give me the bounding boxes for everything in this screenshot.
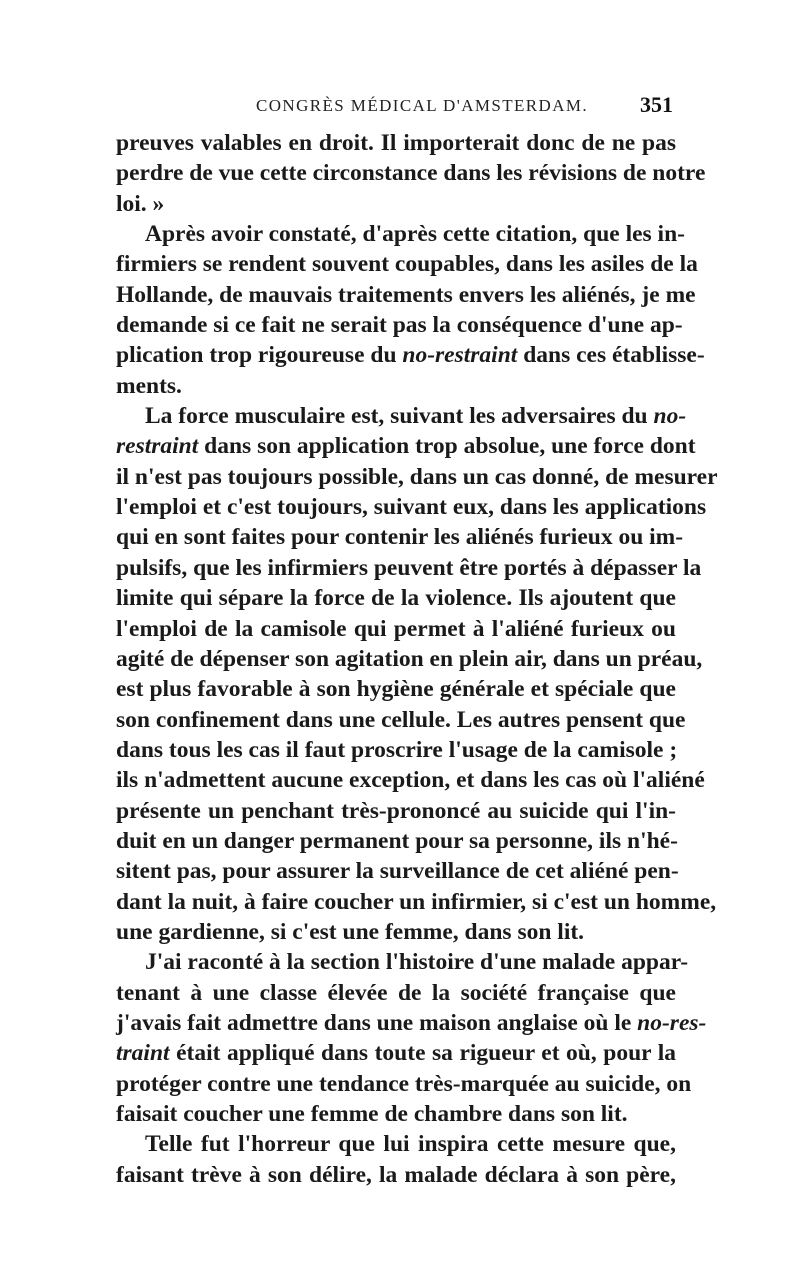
italic-text: no- [653, 403, 687, 430]
text-line [116, 583, 676, 613]
text-line [116, 492, 707, 522]
text-run: j'avais fait admettre dans une maison anglaise où le [116, 1009, 638, 1036]
text-run: faisait coucher une femme de chambre dans son lit. [116, 1101, 628, 1127]
text-line [116, 189, 676, 219]
text-run: La force musculaire est, suivant les adversaires du [145, 403, 654, 430]
text-line [116, 1008, 707, 1038]
text-run: faisant trève à son délire, la malade déclara à son père, [116, 1161, 676, 1188]
text-line [116, 796, 676, 826]
text-run: agité de dépenser son agitation en plein air, dans un préau, [116, 645, 703, 672]
text-run: est plus favorable à son hygiène générale et spéciale que [116, 676, 676, 703]
text-line [116, 401, 687, 431]
text-run: l'emploi et c'est toujours, suivant eux, dans les applications [116, 494, 707, 521]
text-run: dans ces établisse- [517, 342, 705, 369]
text-run: preuves valables en droit. Il importerait donc de ne pas [116, 130, 676, 156]
text-run: l'emploi de la camisole qui permet à l'aliéné furieux ou [116, 615, 676, 642]
text-run: protéger contre une tendance très-marquée au suicide, on [116, 1070, 692, 1097]
text-run: Hollande, de mauvais traitements envers les aliénés, je me [116, 281, 696, 308]
body-text [116, 128, 718, 1190]
text-line [116, 644, 703, 674]
text-line [116, 340, 705, 370]
text-run: sitent pas, pour assurer la surveillance de cet aliéné pen- [116, 858, 679, 885]
text-run: était appliqué dans toute sa rigueur et où, pour la [169, 1040, 676, 1067]
text-run: ments. [116, 372, 182, 399]
text-run: duit en un danger permanent pour sa personne, ils n'hé- [116, 827, 678, 854]
text-run: qui en sont faites pour contenir les aliénés furieux ou im- [116, 524, 684, 551]
text-line [116, 917, 676, 947]
paragraph [116, 947, 707, 1129]
text-run: ils n'admettent aucune exception, et dans les cas où l'aliéné [116, 767, 705, 794]
text-run: plication trop rigoureuse du [116, 342, 403, 369]
italic-text: no-res- [637, 1009, 707, 1036]
text-run: Telle fut l'horreur que lui inspira cette mesure que, [145, 1131, 676, 1158]
running-head: CONGRÈS MÉDICAL D'AMSTERDAM. [256, 96, 589, 115]
text-line [116, 614, 676, 644]
paragraph [116, 401, 718, 947]
text-run: perdre de vue cette circonstance dans les révisions de notre [116, 160, 706, 187]
text-run: demande si ce fait ne serait pas la conséquence d'une ap- [116, 312, 683, 339]
text-line [116, 219, 685, 249]
text-run: firmiers se rendent souvent coupables, dans les asiles de la [116, 251, 698, 278]
text-line [116, 674, 676, 704]
text-run: dans tous les cas il faut proscrire l'usage de la camisole ; [116, 736, 678, 763]
text-run: pulsifs, que les infirmiers peuvent être portés à dépasser la [116, 554, 702, 581]
text-line [116, 1069, 692, 1099]
text-run: limite qui sépare la force de la violence. Ils ajoutent que [116, 585, 676, 612]
text-run: dans son application trop absolue, une force dont [198, 433, 696, 460]
italic-text: restraint [116, 433, 199, 460]
paragraph [116, 1129, 676, 1190]
italic-text: traint [116, 1040, 170, 1067]
text-run: loi. » [116, 190, 165, 217]
paragraph [116, 128, 706, 219]
text-line [116, 1099, 676, 1129]
text-line [116, 1038, 676, 1068]
text-line [116, 310, 683, 340]
text-line [116, 371, 676, 401]
text-line [116, 826, 676, 856]
text-line [116, 522, 684, 552]
text-line [116, 947, 689, 977]
text-run: dant la nuit, à faire coucher un infirmier, si c'est un homme, [116, 888, 717, 915]
text-run: son confinement dans une cellule. Les autres pensent que [116, 706, 686, 733]
text-run: Après avoir constaté, d'après cette citation, que les in- [145, 221, 685, 248]
text-line [116, 705, 686, 735]
italic-text: no-restraint [402, 342, 518, 369]
text-line [116, 1160, 676, 1190]
text-run: une gardienne, si c'est une femme, dans son lit. [116, 918, 585, 945]
text-line [116, 856, 679, 886]
text-run: il n'est pas toujours possible, dans un cas donné, de mesurer [116, 463, 718, 490]
text-line [116, 553, 702, 583]
text-line [116, 158, 706, 188]
text-line [116, 735, 676, 765]
text-line [116, 462, 718, 492]
text-run: tenant à une classe élevée de la société française que [116, 979, 676, 1006]
text-line [116, 280, 696, 310]
text-line [116, 1129, 676, 1159]
text-line [116, 431, 696, 461]
text-run: J'ai raconté à la section l'histoire d'une malade appar- [145, 949, 689, 976]
text-run: présente un penchant très-prononcé au suicide qui l'in- [116, 797, 676, 824]
text-line [116, 249, 698, 279]
text-line [116, 765, 705, 795]
text-line [116, 887, 717, 917]
paragraph [116, 219, 705, 401]
page-number: 351 [640, 92, 673, 117]
text-line [116, 978, 676, 1008]
text-line [116, 128, 676, 158]
